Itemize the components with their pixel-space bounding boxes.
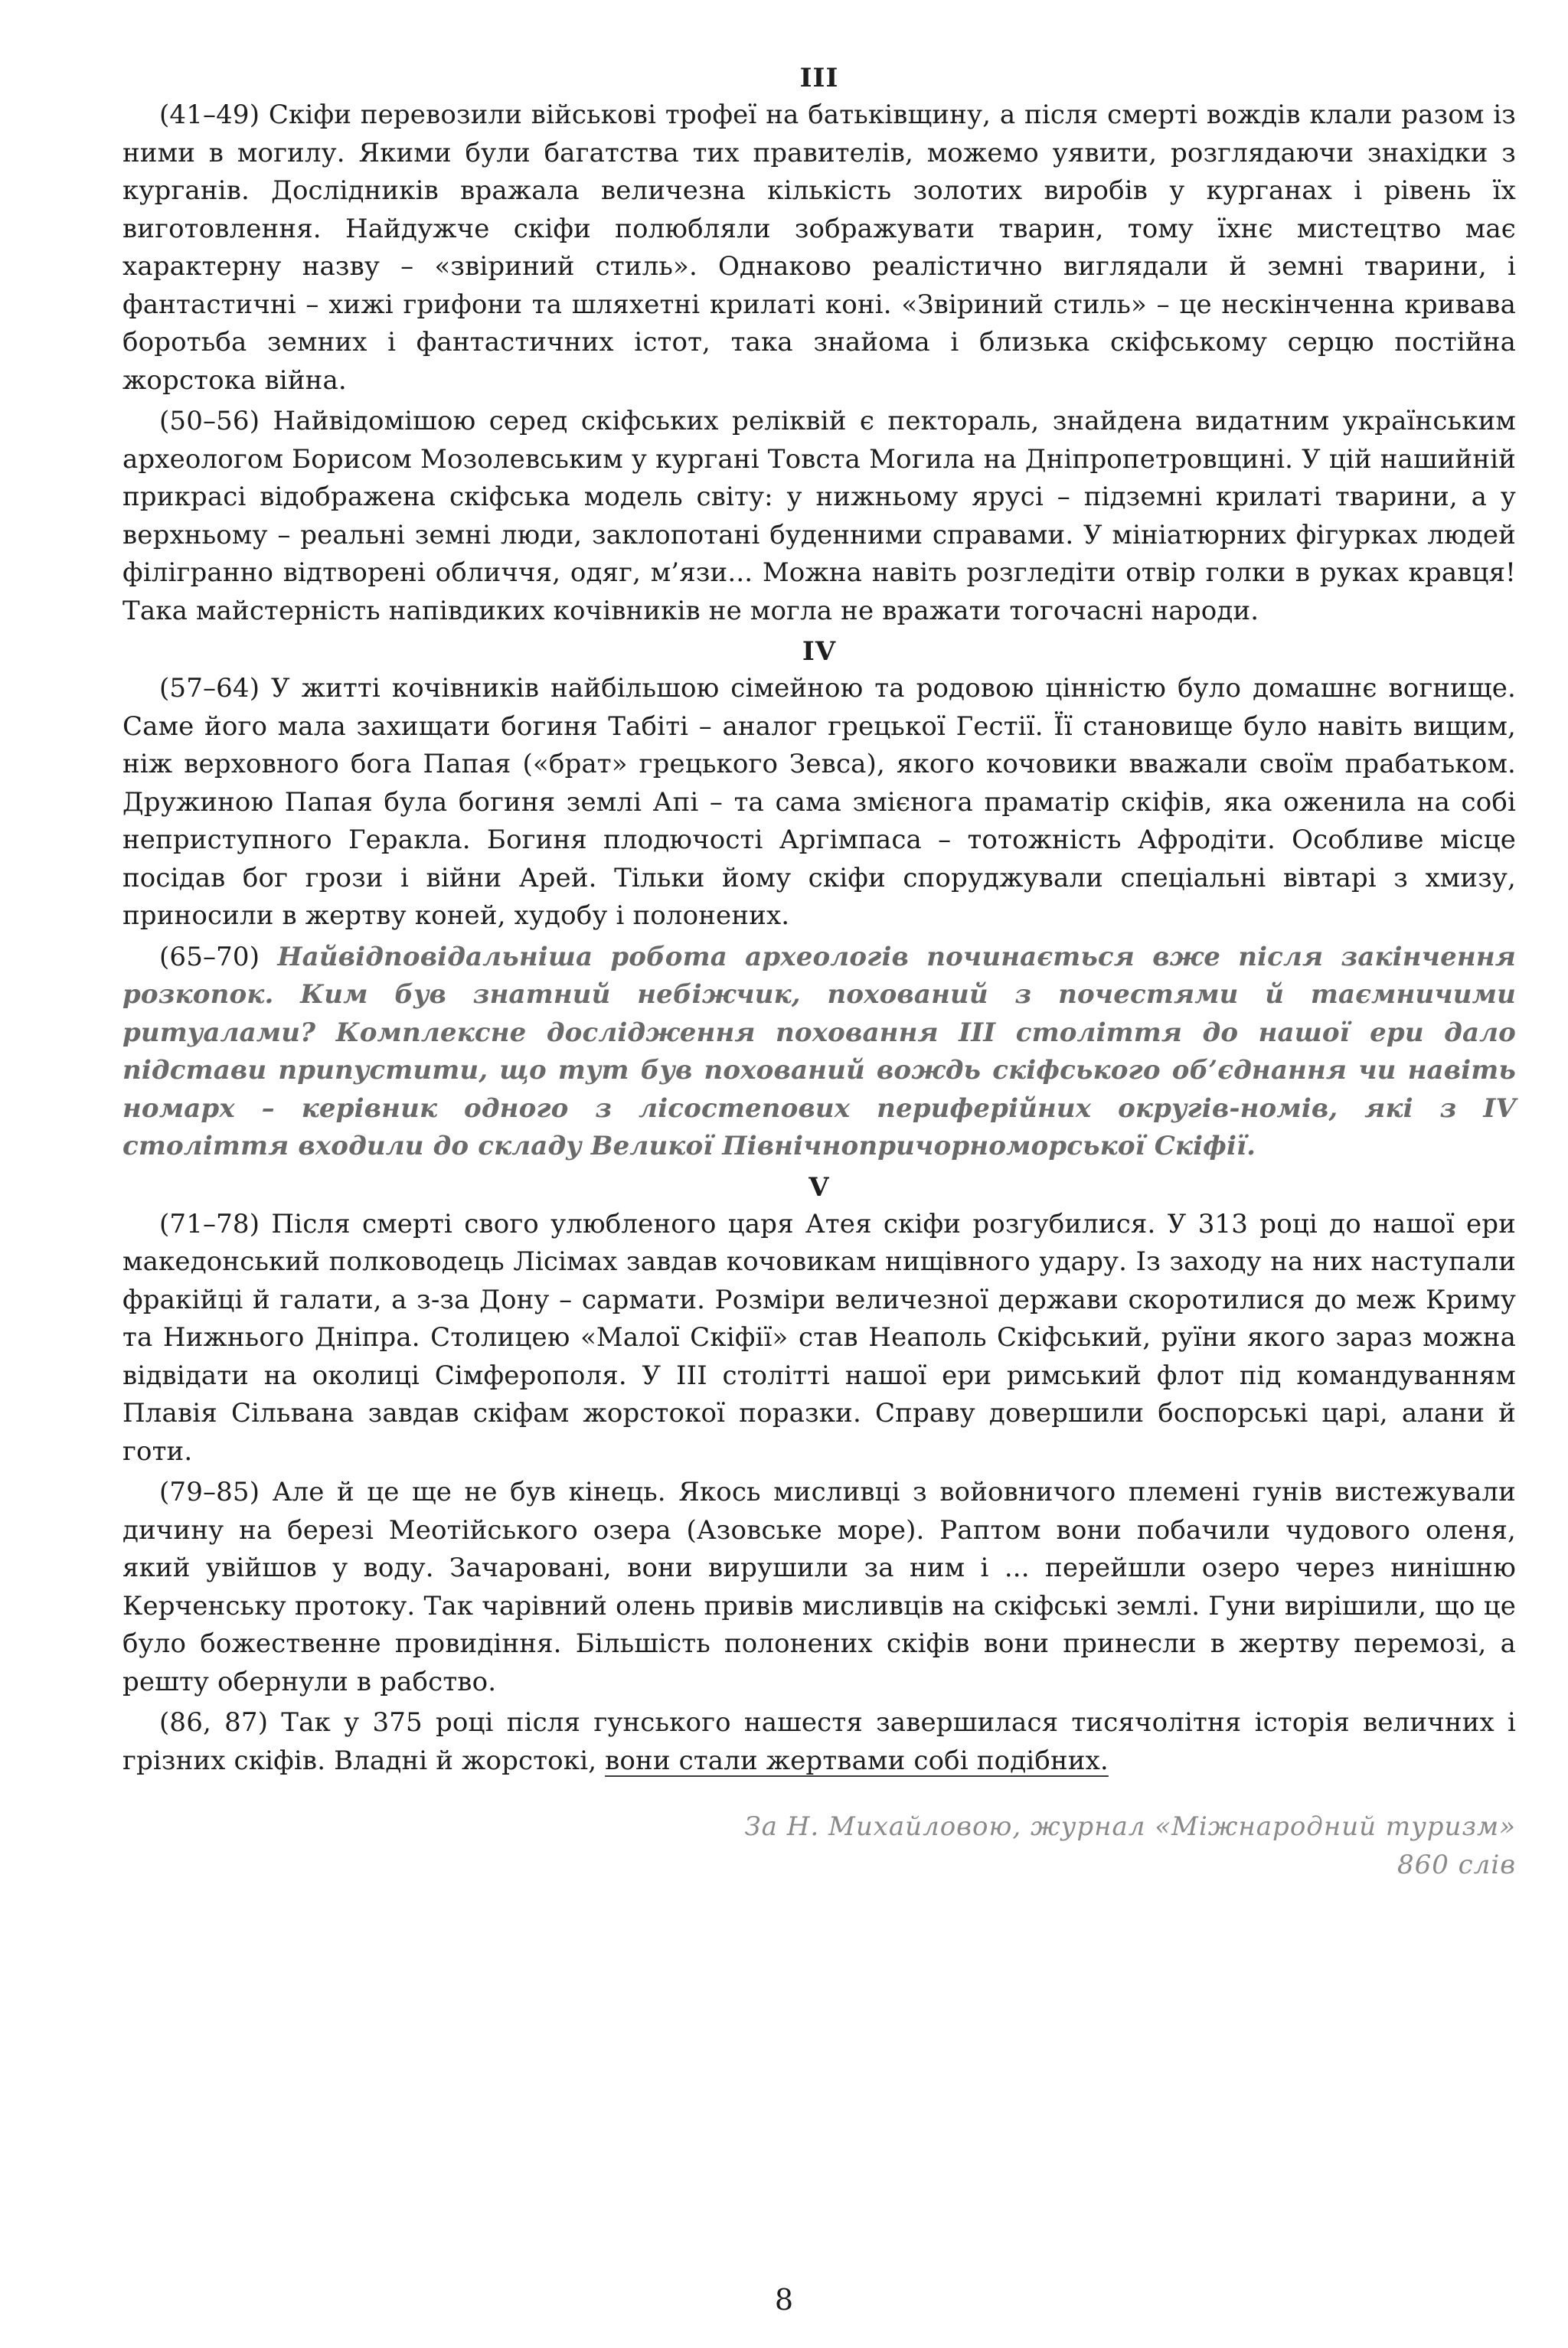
sentence-range-number: (50–56) [159,406,260,436]
paragraph-41-49 [122,96,1516,400]
paragraph-text: У житті кочівників найбільшою сімейною та родовою цінністю було домашнє вогнище. Саме його мала захищати богиня Табіті – аналог грецької Гестії. Її становище було навіть вищим, ніж верховного бога Папая («брат» грецького Зевса), якого кочовики вважали своїм прабатьком. Дружиною Папая була богиня землі Апі – та сама змієнога праматір скіфів, яка оженила на собі неприступного Геракла. Богиня плодючості Аргімпаса – тотожність Афродіти. Особливе місце посідав бог грози і війни Арей. Тільки йому скіфи споруджували спеціальні вівтарі з хмизу, приносили в жертву коней, худобу і полонених. [122,673,1516,931]
paragraph-text: Найвідомішою серед скіфських реліквій є пектораль, знайдена видатним українським археологом Борисом Мозолевським у кургані Товста Могила на Дніпропетровщині. У цій нашийній прикрасі відображена скіфська модель світу: у нижньому ярусі – підземні крилаті тварини, а у верхньому – реальні земні люди, заклопотані буденними справами. У мініатюрних фігурках людей філігранно відтворені обличчя, одяг, м’язи... Можна навіть розгледіти отвір голки в руках кравця! Така майстерність напівдиких кочівників не могла не вражати тогочасні народи. [122,406,1516,626]
sentence-range-number: (86, 87) [159,1707,269,1738]
sentence-range-number: (71–78) [159,1208,260,1239]
underlined-phrase: вони стали жертвами собі подібних. [605,1745,1109,1776]
sentence-range-number: (41–49) [159,100,260,130]
paragraph-text: Після смерті свого улюбленого царя Атея скіфи розгубилися. У 313 році до нашої ери македонський полководець Лісімах завдав кочовикам нищівного удару. Із заходу на них наступали фракійці й галати, а з-за Дону – сармати. Розміри величезної держави скоротилися до меж Криму та Нижнього Дніпра. Столицею «Малої Скіфії» став Неаполь Скіфський, руїни якого зараз можна відвідати на околиці Сімферополя. У III столітті нашої ери римський флот під командуванням Плавія Сільвана завдав скіфам жорстокої поразки. Справу довершили боспорські царі, алани й готи. [122,1208,1516,1467]
paragraph-79-85 [122,1474,1516,1701]
sentence-range-number: (65–70) [159,941,260,972]
document-page [122,60,1516,1884]
page-number: 8 [774,2283,794,2317]
word-count: 860 слів [1396,1850,1516,1880]
text-body [122,60,1516,1780]
section-heading-v: V [808,1171,830,1203]
paragraph-text: Скіфи перевозили військові трофеї на батьківщину, а після смерті вождів клали разом із ними в могилу. Якими були багатства тих правителів, можемо уявити, розглядаючи знахідки з курганів. Дослідників вражала величезна кількість золотих виробів у курганах і рівень їх виготовлення. Найдужче скіфи полюбляли зображувати тварин, тому їхнє мистецтво має характерну назву – «звіриний стиль». Однаково реалістично виглядали й земні тварини, і фантастичні – хижі грифони та шляхетні крилаті коні. «Звіриний стиль» – це нескінченна кривава боротьба земних і фантастичних істот, така знайома і близька скіфському серцю постійна жорстока війна. [122,100,1516,396]
sentence-range-number: (57–64) [159,673,260,704]
paragraph-text: Але й це ще не був кінець. Якось мисливці з войовничого племені гунів вистежували дичину на березі Меотійського озера (Азовське море). Раптом вони побачили чудового оленя, який увійшов у воду. Зачаровані, вони вирушили за ним і ... перейшли озеро через нинішню Керченську протоку. Так чарівний олень привів мисливців на скіфські землі. Гуни вирішили, що це було божественне провидіння. Більшість полонених скіфів вони принесли в жертву перемозі, а решту обернули в рабство. [122,1477,1516,1697]
source-attribution [122,1808,1516,1884]
paragraph-65-70 [122,939,1516,1166]
sentence-range-number: (79–85) [159,1477,260,1507]
source-citation: За Н. Михайловою, журнал «Міжнародний туризм» [744,1811,1516,1842]
section-heading-iv: IV [802,636,837,667]
paragraph-text: Так у 375 році після гунського нашестя завершилася тисячолітня історія величних і грізних скіфів. Владні й жорстокі, [122,1707,1516,1776]
paragraph-text-italic: Найвідповідальніша робота археологів починається вже після закінчення розкопок. Ким був знатний небіжчик, похований з почестями й таємничими ритуалами? Комплексне дослідження поховання III століття до нашої ери дало підстави припустити, що тут був похований вождь скіфського об’єднання чи навіть номарх – керівник одного з лісостепових периферійних округів-номів, які з IV століття входили до складу Великої Північнопричорноморської Скіфії. [122,941,1516,1161]
paragraph-57-64 [122,670,1516,936]
paragraph-71-78 [122,1206,1516,1471]
paragraph-50-56 [122,403,1516,630]
paragraph-86-87 [122,1704,1516,1780]
section-heading-iii: III [799,63,839,93]
